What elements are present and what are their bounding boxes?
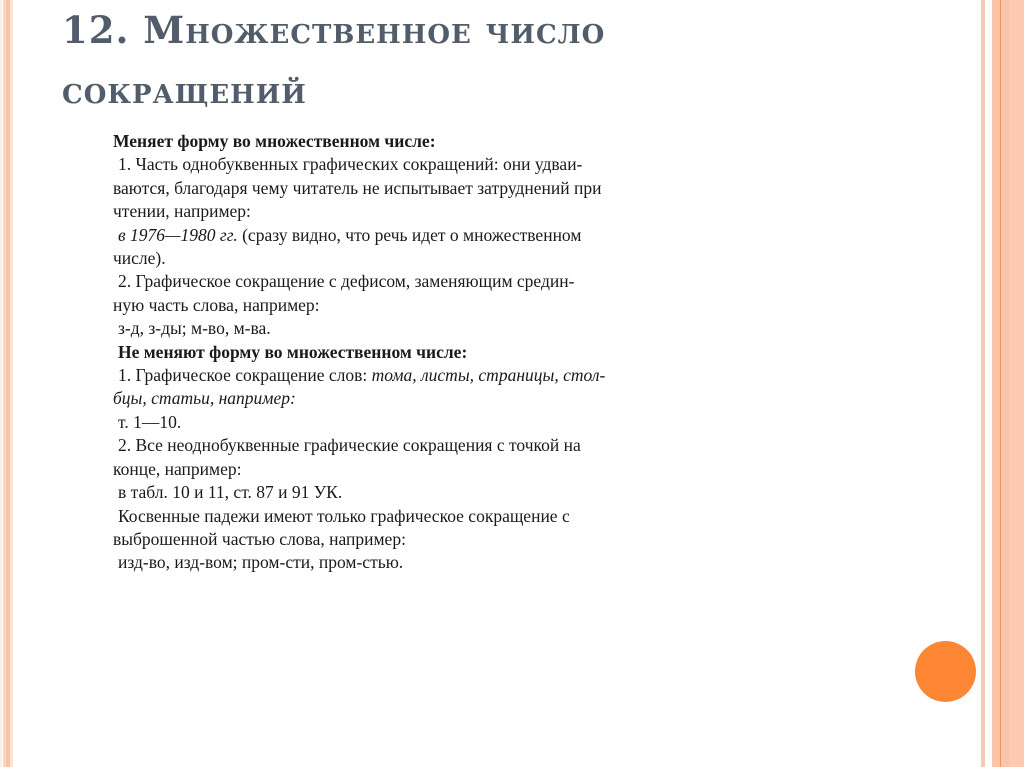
item-3-line-2: бцы, статьи, например: bbox=[113, 388, 296, 409]
item-3-line-1-italic: тома, листы, страницы, стол- bbox=[371, 365, 606, 386]
item-3-line-1 bbox=[113, 364, 673, 387]
item-4-line-1: 2. Все неоднобуквенные графические сокращения с точкой на bbox=[118, 435, 581, 456]
item-4-line-2: конце, например: bbox=[113, 458, 242, 479]
item-2-line-1: 2. Графическое сокращение с дефисом, заменяющим средин- bbox=[118, 271, 575, 292]
note-line-1: Косвенные падежи имеют только графическое сокращение с bbox=[118, 505, 570, 526]
right-border-stripe bbox=[981, 0, 985, 767]
item-1-line-2: ваются, благодаря чему читатель не испытывает затруднений при bbox=[113, 177, 602, 198]
decorative-orange-circle bbox=[915, 641, 976, 702]
right-border-stripe bbox=[1009, 0, 1024, 767]
item-4-example: в табл. 10 и 11, ст. 87 и 91 УК. bbox=[118, 482, 343, 503]
item-1-example-line-2: числе). bbox=[113, 248, 166, 269]
left-border-stripe bbox=[0, 0, 2, 767]
item-3-line-1-plain: 1. Графическое сокращение слов: bbox=[118, 365, 372, 386]
section-heading-no-change: Не меняют форму во множественном числе: bbox=[118, 341, 468, 362]
item-1-line-1: 1. Часть однобуквенных графических сокращений: они удваи- bbox=[118, 154, 583, 175]
section-heading-changes: Меняет форму во множественном числе: bbox=[113, 131, 436, 151]
right-border-stripe bbox=[1001, 0, 1009, 767]
scanned-document-text bbox=[113, 130, 673, 575]
item-2-line-2: ную часть слова, например: bbox=[113, 294, 320, 315]
item-2-example: з-д, з-ды; м-во, м-ва. bbox=[118, 318, 271, 339]
slide-title bbox=[62, 0, 922, 120]
slide-title-line-1: 12. Множественное число bbox=[62, 8, 606, 52]
item-3-example: т. 1—10. bbox=[118, 411, 182, 432]
item-1-example-italic: в 1976—1980 гг. bbox=[118, 224, 238, 245]
item-1-line-3: чтении, например: bbox=[113, 201, 251, 222]
item-1-example-rest: (сразу видно, что речь идет о множественном bbox=[237, 224, 582, 245]
item-1-example bbox=[113, 224, 673, 247]
right-border-stripe bbox=[992, 0, 1000, 767]
left-border-stripe bbox=[10, 0, 13, 767]
note-example: изд-во, изд-вом; пром-сти, пром-стью. bbox=[118, 552, 404, 573]
note-line-2: выброшенной частью слова, например: bbox=[113, 528, 406, 549]
slide-title-line-2: сокращений bbox=[62, 68, 307, 112]
